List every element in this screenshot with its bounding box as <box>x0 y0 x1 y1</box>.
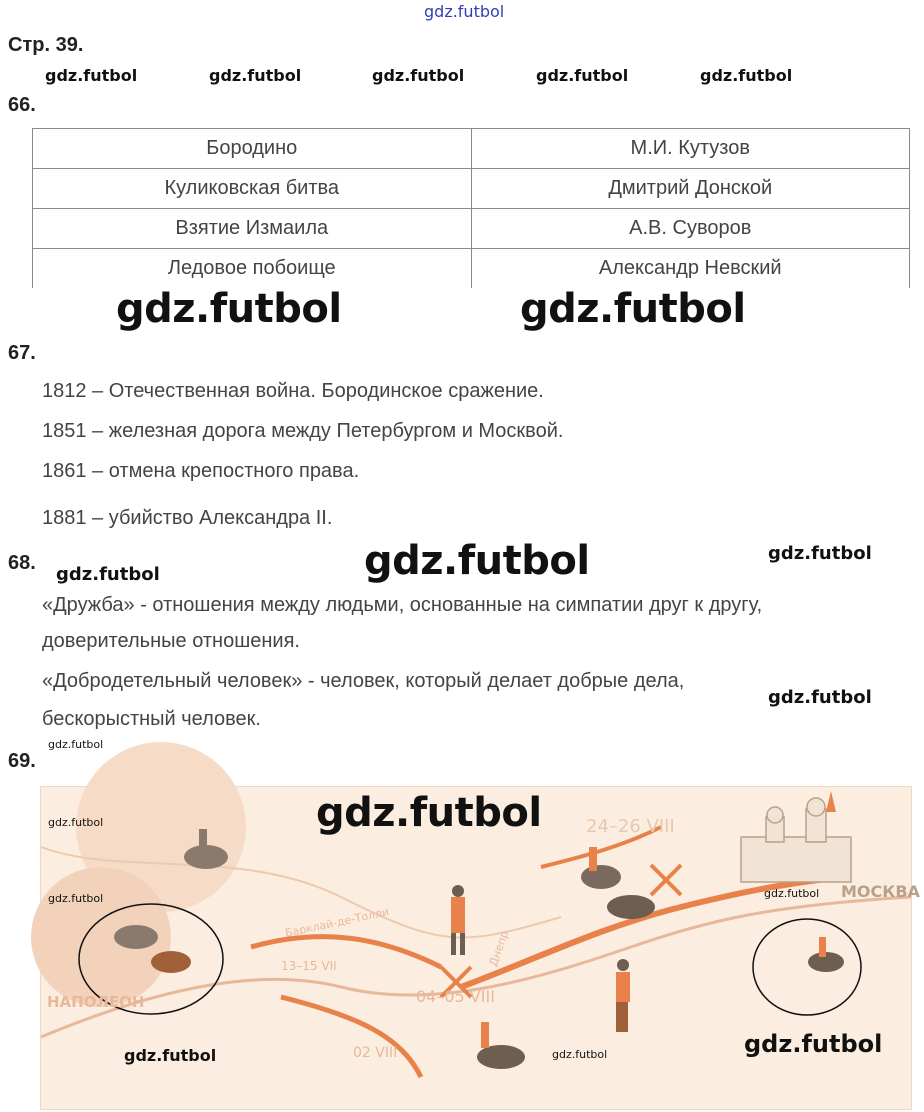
definition-line: доверительные отношения. <box>42 630 300 652</box>
table-cell: А.В. Суворов <box>471 209 910 249</box>
watermark: gdz.futbol <box>372 66 465 85</box>
watermark: gdz.futbol <box>768 543 872 564</box>
map-label-napoleon: НАПОЛЕОН <box>47 993 145 1011</box>
task-67-number: 67. <box>8 342 36 364</box>
watermark: gdz.futbol <box>124 1046 217 1065</box>
watermark: gdz.futbol <box>45 66 138 85</box>
watermark-tiny: gdz.futbol <box>552 1048 608 1061</box>
map-label-date: 13–15 VII <box>281 959 337 973</box>
watermark-large: gdz.futbol <box>116 286 342 332</box>
watermark-medium: gdz.futbol <box>744 1030 883 1058</box>
watermark: gdz.futbol <box>768 687 872 708</box>
watermark-large: gdz.futbol <box>316 790 542 836</box>
table-cell: Дмитрий Донской <box>471 169 910 209</box>
map-label-city: МОСКВА <box>841 882 920 901</box>
watermark-tiny: gdz.futbol <box>764 887 820 900</box>
definition-line: бескорыстный человек. <box>42 708 261 730</box>
watermark-tiny: gdz.futbol <box>48 892 104 905</box>
watermark: gdz.futbol <box>536 66 629 85</box>
task-69-number: 69. <box>8 750 36 772</box>
task-68-number: 68. <box>8 552 36 574</box>
page-label: Стр. 39. <box>8 34 84 56</box>
map-label-date: 04–05 VIII <box>416 987 495 1006</box>
watermark-large: gdz.futbol <box>520 286 746 332</box>
highlight-circle <box>753 919 861 1015</box>
table-cell: Куликовская битва <box>33 169 472 209</box>
table-row <box>33 209 910 249</box>
watermark-tiny: gdz.futbol <box>48 738 104 751</box>
moscow-kremlin-icon <box>741 791 851 882</box>
table-cell: Взятие Измаила <box>33 209 472 249</box>
date-line: 1881 – убийство Александра II. <box>42 507 333 529</box>
matching-table <box>32 128 910 288</box>
map-label-date: 02 VIII <box>353 1045 398 1061</box>
definition-line: «Дружба» - отношения между людьми, основанные на симпатии друг к другу, <box>42 594 763 616</box>
table-cell: Бородино <box>33 129 472 169</box>
definition-line: «Добродетельный человек» - человек, который делает добрые дела, <box>42 670 685 692</box>
table-cell: М.И. Кутузов <box>471 129 910 169</box>
route-arrow <box>281 997 421 1077</box>
table-row <box>33 249 910 289</box>
task-66-number: 66. <box>8 94 36 116</box>
watermark-tiny: gdz.futbol <box>48 816 104 829</box>
watermark: gdz.futbol <box>700 66 793 85</box>
date-line: 1861 – отмена крепостного права. <box>42 460 360 482</box>
date-line: 1851 – железная дорога между Петербургом и Москвой. <box>42 420 564 442</box>
watermark-large: gdz.futbol <box>364 538 590 584</box>
table-cell: Александр Невский <box>471 249 910 289</box>
table-row <box>33 169 910 209</box>
date-line: 1812 – Отечественная война. Бородинское сражение. <box>42 380 544 402</box>
route-arrow <box>251 937 441 967</box>
watermark-top: gdz.futbol <box>424 2 505 21</box>
watermark: gdz.futbol <box>209 66 302 85</box>
table-row <box>33 129 910 169</box>
map-label-date: 24–26 VIII <box>586 816 675 837</box>
map-label-river: Днепр <box>486 929 512 969</box>
table-cell: Ледовое побоище <box>33 249 472 289</box>
watermark: gdz.futbol <box>56 564 160 585</box>
map-label-barclay: Барклай-де-Толли <box>283 905 391 940</box>
